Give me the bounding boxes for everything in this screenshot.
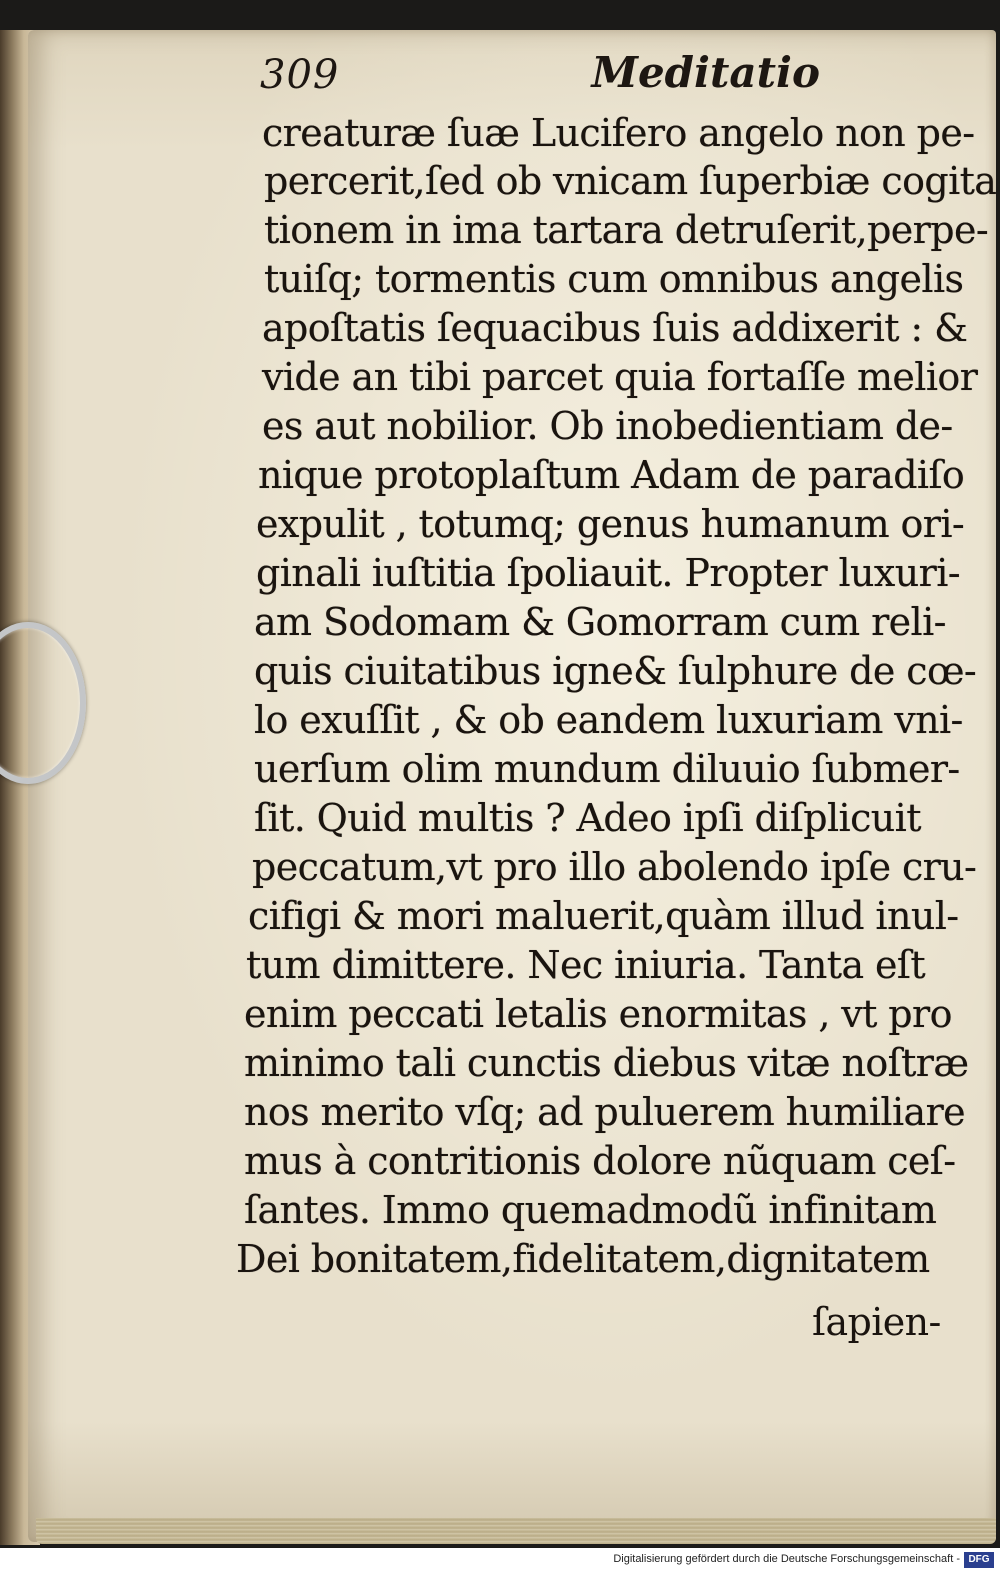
text-line: mus à contritionis dolore nũquam ceſ- bbox=[244, 1139, 956, 1183]
text-line: lo exuſſit , & ob eandem luxuriam vni- bbox=[254, 698, 963, 742]
page-number: 309 bbox=[260, 52, 340, 98]
page-stack-edge bbox=[36, 1518, 996, 1544]
text-line: es aut nobilior. Ob inobedientiam de- bbox=[262, 404, 953, 448]
running-title: Meditatio bbox=[591, 48, 820, 97]
text-line: apoſtatis ſequacibus ſuis addixerit : & bbox=[262, 306, 968, 350]
text-line: ſit. Quid multis ? Adeo ipſi diſplicuit bbox=[254, 796, 921, 840]
text-line: creaturæ ſuæ Lucifero angelo non pe- bbox=[262, 111, 975, 155]
text-line: percerit,ſed ob vnicam ſuperbiæ cogita bbox=[264, 159, 997, 203]
text-line: nos merito vſq; ad puluerem humiliare bbox=[244, 1090, 966, 1134]
text-line: tuiſq; tormentis cum omnibus angelis bbox=[264, 257, 964, 301]
page-header bbox=[260, 48, 820, 108]
text-line: nique protoplaſtum Adam de paradiſo bbox=[258, 453, 965, 497]
text-line: cifigi & mori maluerit,quàm illud inul- bbox=[248, 894, 959, 938]
text-line: tum dimittere. Nec iniuria. Tanta eſt bbox=[246, 943, 926, 987]
text-line: vide an tibi parcet quia fortaſſe melior bbox=[262, 355, 978, 399]
text-line: ſantes. Immo quemadmodũ infinitam bbox=[244, 1188, 937, 1232]
text-line: peccatum,vt pro illo abolendo ipſe cru- bbox=[252, 845, 977, 889]
text-line: enim peccati letalis enormitas , vt pro bbox=[244, 992, 952, 1036]
digitization-credit: Digitalisierung gefördert durch die Deutsche Forschungsgemeinschaft - bbox=[613, 1553, 960, 1565]
text-line: minimo tali cunctis diebus vitæ noſtræ bbox=[244, 1041, 969, 1085]
text-line: uerſum olim mundum diluuio ſubmer- bbox=[254, 747, 960, 791]
text-line: tionem in ima tartara detruſerit,perpe- bbox=[264, 208, 989, 252]
catchword: ſapien- bbox=[812, 1300, 941, 1344]
text-line: expulit , totumq; genus humanum ori- bbox=[256, 502, 965, 546]
text-line: quis ciuitatibus igne& ſulphure de cœ- bbox=[254, 649, 977, 693]
text-line: Dei bonitatem,fidelitatem,dignitatem bbox=[236, 1237, 930, 1281]
text-line: am Sodomam & Gomorram cum reli- bbox=[254, 600, 946, 644]
text-line: ginali iuſtitia ſpoliauit. Propter luxuri- bbox=[256, 551, 960, 595]
dfg-logo: DFG bbox=[964, 1552, 994, 1568]
